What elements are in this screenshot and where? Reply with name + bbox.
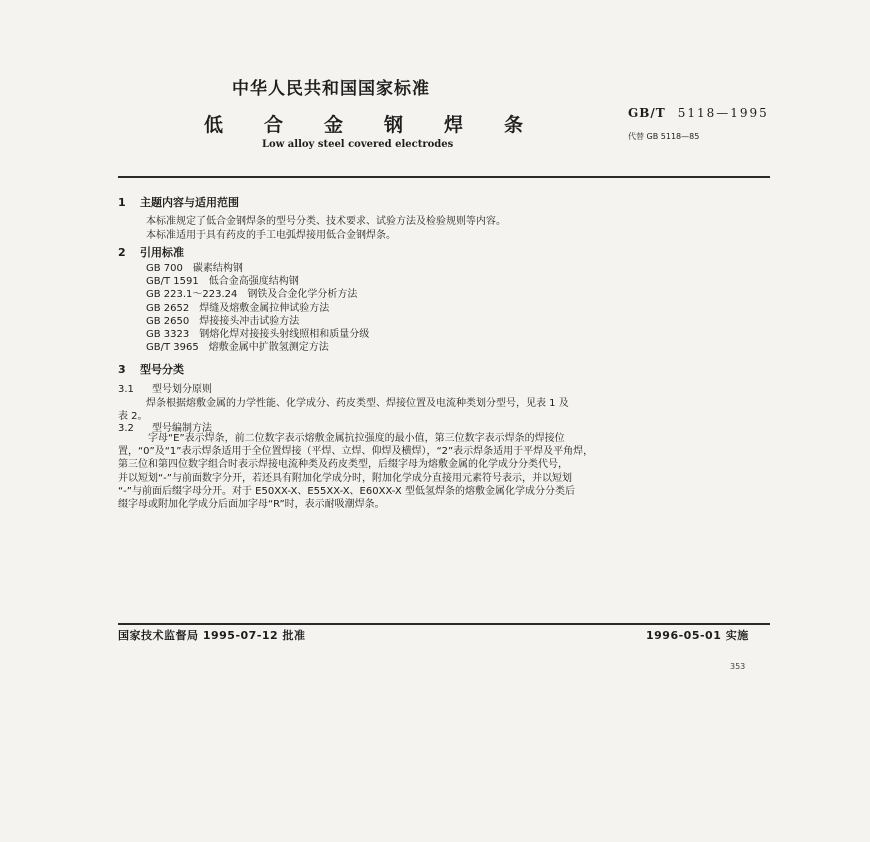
list-item xyxy=(146,302,369,315)
section-3-heading xyxy=(118,361,184,377)
ref-name: 低合金高强度结构钢 xyxy=(208,276,299,288)
list-item xyxy=(146,341,369,354)
header-divider xyxy=(118,176,770,178)
section-1-paragraph-2: 本标准适用于具有药皮的手工电弧焊接用低合金钢焊条。 xyxy=(146,230,396,241)
section-number: 3.2 xyxy=(118,423,134,434)
footer-divider xyxy=(118,623,770,625)
title-chinese: 低合金钢焊条 xyxy=(204,114,565,136)
implementation-date: 1996-05-01 实施 xyxy=(646,629,749,642)
list-item xyxy=(146,315,369,328)
section-title: 型号编制方法 xyxy=(152,423,212,434)
section-2-heading xyxy=(118,244,184,260)
paragraph-line: 缀字母或附加化学成分后面加字母“R”时，表示耐吸潮焊条。 xyxy=(118,499,385,511)
list-item xyxy=(146,328,369,341)
standard-number xyxy=(628,106,769,120)
national-standard-heading: 中华人民共和国国家标准 xyxy=(232,79,430,99)
section-3-1-line-1: 焊条根据熔敷金属的力学性能、化学成分、药皮类型、焊接位置及电流种类划分型号，见表 1 及 xyxy=(146,398,569,409)
ref-name: 钢熔化焊对接接头射线照相和质量分级 xyxy=(199,328,370,340)
replaces-note: 代替 GB 5118—85 xyxy=(628,132,700,141)
approval-line: 国家技术监督局 1995-07-12 批准 xyxy=(118,629,306,642)
list-item xyxy=(146,262,369,275)
paragraph-line: 并以短划“-”与前面数字分开，若还具有附加化学成分时，附加化学成分直接用元素符号表示，并以短划 xyxy=(118,472,572,484)
ref-code: GB 223.1～223.24 xyxy=(146,289,238,301)
ref-code: GB 2652 xyxy=(146,302,190,314)
ref-name: 焊缝及熔敷金属拉伸试验方法 xyxy=(199,302,330,314)
page-number: 353 xyxy=(730,662,746,671)
section-3-2-paragraph xyxy=(118,432,770,511)
section-1-paragraph-1: 本标准规定了低合金钢焊条的型号分类、技术要求、试验方法及检验规则等内容。 xyxy=(146,216,506,227)
section-title: 引用标准 xyxy=(140,246,184,259)
section-3-1-line-2: 表 2。 xyxy=(118,411,148,422)
ref-code: GB 2650 xyxy=(146,315,190,327)
section-number: 3 xyxy=(118,363,126,376)
section-number: 2 xyxy=(118,246,126,259)
ref-name: 碳素结构钢 xyxy=(192,263,243,274)
section-number: 3.1 xyxy=(118,384,134,395)
section-title: 主题内容与适用范围 xyxy=(140,196,239,209)
standard-number-value: 5118—1995 xyxy=(677,106,769,120)
ref-code: GB/T 3965 xyxy=(146,342,199,354)
paragraph-line: 字母“E”表示焊条，前二位数字表示熔敷金属抗拉强度的最小值，第三位数字表示焊条的焊接位 xyxy=(148,433,565,444)
ref-name: 钢铁及合金化学分析方法 xyxy=(247,289,358,301)
ref-code: GB/T 1591 xyxy=(146,276,199,288)
section-3-1-heading xyxy=(118,380,212,395)
reference-list xyxy=(146,262,369,354)
list-item xyxy=(146,288,369,301)
ref-code: GB 3323 xyxy=(146,328,190,340)
ref-name: 焊接接头冲击试验方法 xyxy=(199,315,300,327)
section-title: 型号划分原则 xyxy=(152,384,212,395)
title-english: Low alloy steel covered electrodes xyxy=(262,139,454,150)
standard-prefix: GB/T xyxy=(628,106,666,120)
paragraph-line: “-”与前面后缀字母分开。对于 E50XX-X、E55XX-X、E60XX-X 型低氢焊条的熔敷金属化学成分分类后 xyxy=(118,485,575,497)
section-number: 1 xyxy=(118,196,126,209)
section-title: 型号分类 xyxy=(140,363,184,376)
section-1-heading xyxy=(118,194,239,210)
ref-name: 熔敷金属中扩散氢测定方法 xyxy=(208,342,329,354)
paragraph-line: 第三位和第四位数字组合时表示焊接电流种类及药皮类型，后缀字母为熔敷金属的化学成分分类代号， xyxy=(118,459,568,471)
paragraph-line: 置，“0”及“1”表示焊条适用于全位置焊接（平焊、立焊、仰焊及横焊），“2”表示焊条适用于平焊及平角焊， xyxy=(118,446,594,458)
list-item xyxy=(146,275,369,288)
ref-code: GB 700 xyxy=(146,263,183,274)
